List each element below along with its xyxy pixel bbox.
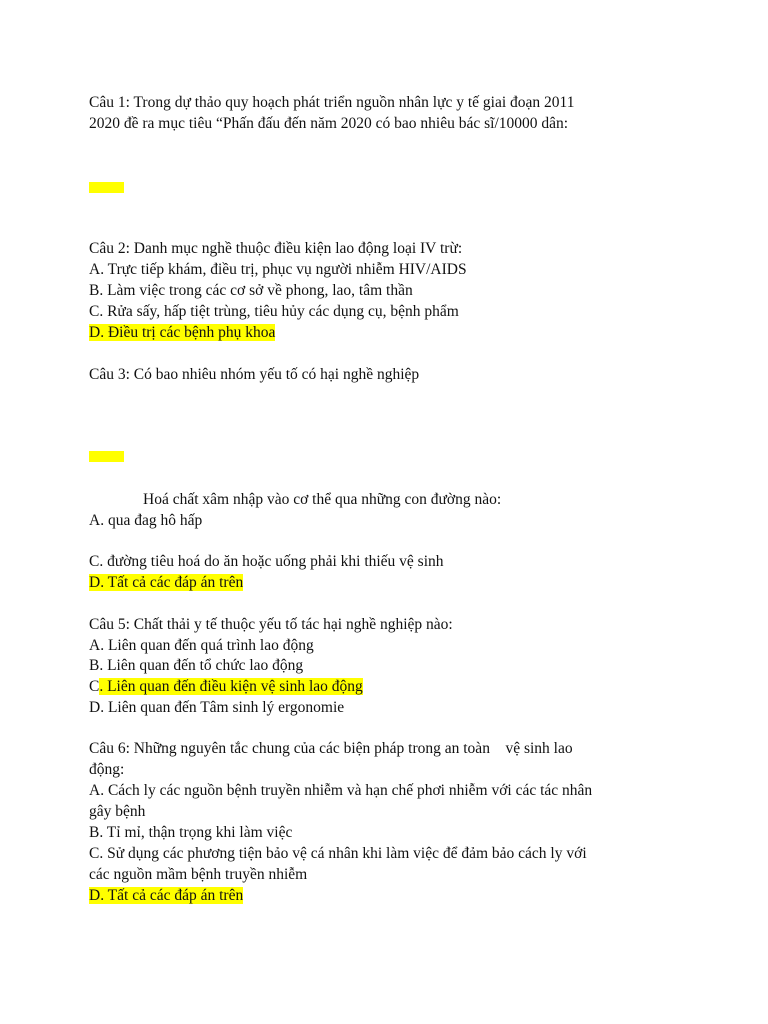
q2-option-a: A. Trực tiếp khám, điều trị, phục vụ người nhiễm HIV/AIDS (89, 261, 467, 278)
q6-option-a-line-1: A. Cách ly các nguồn bệnh truyền nhiễm và hạn chế phơi nhiễm với các tác nhân (89, 782, 593, 799)
q6-answer-highlight: D. Tất cả các đáp án trên (89, 887, 244, 904)
q2-answer-highlight: D. Điều trị các bệnh phụ khoa (89, 324, 276, 341)
q5-option-d: D. Liên quan đến Tâm sinh lý ergonomie (89, 699, 345, 716)
q1-answer-highlight (89, 182, 124, 193)
q5-option-c-answer (89, 676, 363, 697)
q4-question: Hoá chất xâm nhập vào cơ thể qua những con đường nào: (143, 491, 502, 508)
q6-option-c-line-1: C. Sử dụng các phương tiện bảo vệ cá nhân khi làm việc để đảm bảo cách ly với (89, 845, 587, 862)
q2-question: Câu 2: Danh mục nghề thuộc điều kiện lao động loại IV trừ: (89, 240, 463, 257)
q4-answer-highlight: D. Tất cả các đáp án trên (89, 574, 244, 591)
q1-question-line-1: Câu 1: Trong dự thảo quy hoạch phát triển nguồn nhân lực y tế giai đoạn 2011 (89, 94, 575, 111)
q4-option-c: C. đường tiêu hoá do ăn hoặc uống phải khi thiếu vệ sinh (89, 553, 444, 570)
q2-option-d-answer (89, 322, 275, 343)
q5-question: Câu 5: Chất thải y tế thuộc yếu tố tác hại nghề nghiệp nào: (89, 616, 453, 633)
q6-option-a-line-2: gây bệnh (89, 803, 146, 820)
q2-option-c: C. Rửa sấy, hấp tiệt trùng, tiêu hủy các dụng cụ, bệnh phẩm (89, 303, 459, 320)
q6-question-line-1: Câu 6: Những nguyên tắc chung của các biện pháp trong an toàn vệ sinh lao (89, 740, 573, 757)
q6-option-b: B. Tỉ mỉ, thận trọng khi làm việc (89, 824, 293, 841)
q3-question: Câu 3: Có bao nhiêu nhóm yếu tố có hại nghề nghiệp (89, 366, 420, 383)
q1-question-line-2: 2020 đề ra mục tiêu “Phấn đấu đến năm 2020 có bao nhiêu bác sĩ/10000 dân: (89, 115, 569, 132)
q6-question-line-2: động: (89, 761, 125, 778)
q5-answer-highlight: . Liên quan đến điều kiện vệ sinh lao động (99, 678, 363, 695)
q6-option-c-line-2: các nguồn mầm bệnh truyền nhiễm (89, 866, 308, 883)
q4-option-d-answer (89, 572, 243, 593)
q3-answer-highlight (89, 451, 124, 462)
q5-option-b: B. Liên quan đến tổ chức lao động (89, 657, 304, 674)
q2-option-b: B. Làm việc trong các cơ sở về phong, lao, tâm thần (89, 282, 413, 299)
q4-option-a: A. qua đag hô hấp (89, 512, 203, 529)
q6-option-d-answer (89, 885, 243, 906)
q5-option-c-prefix: C (89, 678, 100, 695)
q5-option-a: A. Liên quan đến quá trình lao động (89, 637, 314, 654)
